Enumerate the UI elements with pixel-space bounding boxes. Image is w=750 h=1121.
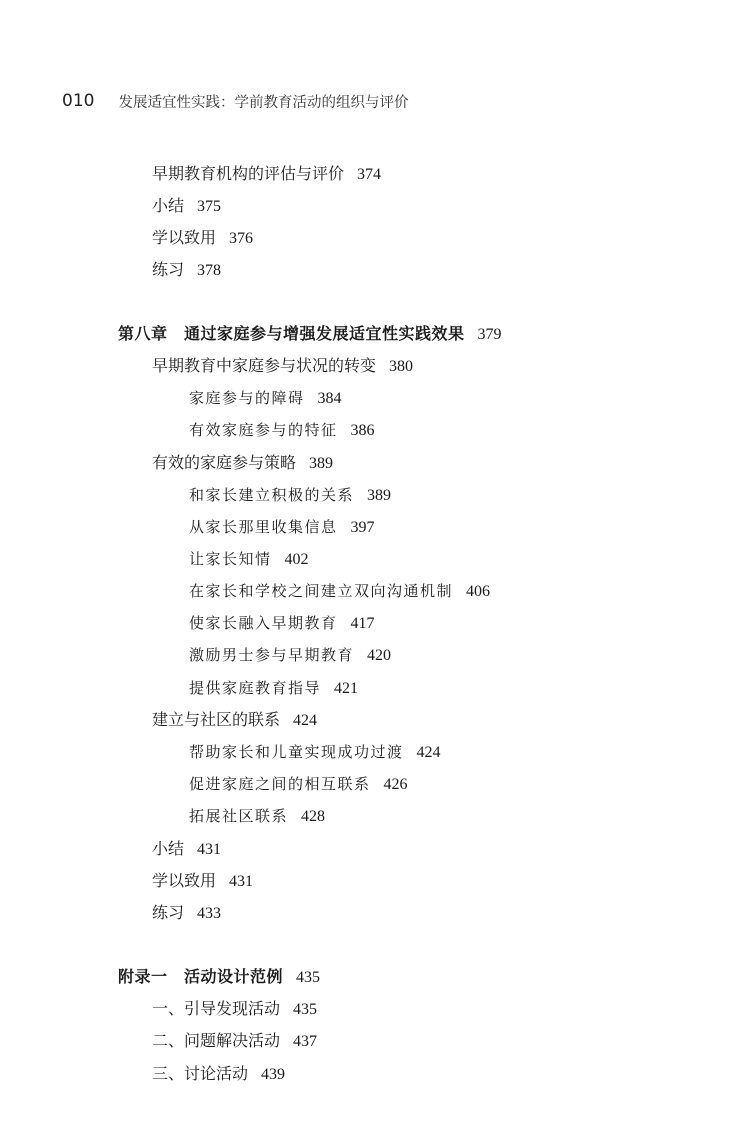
toc-entry-title: 小结 (152, 839, 185, 858)
toc-entry-page-number: 439 (261, 1066, 286, 1083)
toc-entry-page-number: 437 (293, 1033, 318, 1050)
toc-section-entry (152, 449, 333, 477)
toc-section-entry (152, 256, 221, 284)
toc-subsection-entry (189, 545, 309, 573)
toc-chapter-entry (118, 320, 502, 348)
toc-entry-title: 有效家庭参与的特征 (189, 421, 338, 439)
toc-entry-title: 拓展社区联系 (189, 807, 289, 825)
toc-entry-title: 让家长知情 (189, 550, 272, 568)
toc-entry-title: 早期教育机构的评估与评价 (152, 164, 345, 183)
toc-entry-page-number: 389 (367, 487, 392, 504)
toc-entry-page-number: 424 (416, 744, 441, 761)
toc-entry-title: 一、引导发现活动 (152, 999, 281, 1018)
toc-chapter-entry (118, 963, 320, 991)
toc-entry-page-number: 435 (296, 969, 321, 986)
toc-entry-title: 学以致用 (152, 871, 217, 890)
running-header (62, 89, 408, 113)
toc-entry-title: 在家长和学校之间建立双向沟通机制 (189, 582, 454, 600)
toc-section-entry (152, 192, 221, 220)
book-title: 发展适宜性实践：学前教育活动的组织与评价 (118, 94, 409, 111)
toc-section-entry (152, 1060, 285, 1088)
toc-entry-page-number: 376 (229, 230, 254, 247)
toc-entry-title: 练习 (152, 260, 185, 279)
toc-entry-page-number: 435 (293, 1001, 318, 1018)
toc-entry-page-number: 426 (383, 776, 408, 793)
toc-entry-page-number: 397 (350, 519, 375, 536)
toc-entry-page-number: 417 (350, 615, 375, 632)
toc-entry-title: 激励男士参与早期教育 (189, 646, 355, 664)
toc-entry-page-number: 428 (301, 808, 326, 825)
toc-entry-page-number: 384 (317, 390, 342, 407)
toc-entry-title: 附录一 活动设计范例 (118, 967, 284, 986)
toc-subsection-entry (189, 513, 375, 541)
toc-entry-page-number: 386 (350, 422, 375, 439)
toc-entry-title: 练习 (152, 903, 185, 922)
toc-entry-page-number: 406 (466, 583, 491, 600)
toc-subsection-entry (189, 674, 358, 702)
toc-entry-title: 从家长那里收集信息 (189, 518, 338, 536)
toc-subsection-entry (189, 577, 490, 605)
toc-entry-page-number: 431 (229, 873, 254, 890)
toc-entry-page-number: 402 (284, 551, 309, 568)
toc-entry-title: 家庭参与的障碍 (189, 389, 305, 407)
toc-section-entry (152, 706, 317, 734)
toc-entry-title: 促进家庭之间的相互联系 (189, 775, 371, 793)
toc-subsection-entry (189, 738, 441, 766)
toc-subsection-entry (189, 802, 325, 830)
toc-entry-title: 使家长融入早期教育 (189, 614, 338, 632)
toc-entry-page-number: 433 (197, 905, 222, 922)
toc-entry-title: 第八章 通过家庭参与增强发展适宜性实践效果 (118, 324, 465, 343)
toc-subsection-entry (189, 770, 408, 798)
toc-entry-page-number: 424 (293, 712, 318, 729)
toc-subsection-entry (189, 384, 342, 412)
toc-entry-title: 建立与社区的联系 (152, 710, 281, 729)
toc-entry-title: 和家长建立积极的关系 (189, 486, 355, 504)
toc-entry-page-number: 420 (367, 647, 392, 664)
toc-entry-title: 三、讨论活动 (152, 1064, 249, 1083)
toc-subsection-entry (189, 641, 391, 669)
toc-entry-page-number: 374 (357, 166, 382, 183)
toc-section-entry (152, 1027, 317, 1055)
toc-entry-page-number: 389 (309, 455, 334, 472)
toc-subsection-entry (189, 609, 375, 637)
toc-entry-title: 帮助家长和儿童实现成功过渡 (189, 743, 404, 761)
toc-entry-page-number: 421 (334, 680, 359, 697)
toc-subsection-entry (189, 416, 375, 444)
toc-entry-page-number: 375 (197, 198, 222, 215)
toc-entry-page-number: 431 (197, 841, 222, 858)
toc-entry-page-number: 380 (389, 358, 414, 375)
toc-entry-title: 提供家庭教育指导 (189, 679, 322, 697)
toc-section-entry (152, 224, 253, 252)
toc-section-entry (152, 867, 253, 895)
toc-section-entry (152, 835, 221, 863)
toc-section-entry (152, 352, 413, 380)
toc-section-entry (152, 995, 317, 1023)
toc-entry-title: 二、问题解决活动 (152, 1031, 281, 1050)
toc-subsection-entry (189, 481, 391, 509)
toc-entry-title: 学以致用 (152, 228, 217, 247)
toc-entry-title: 早期教育中家庭参与状况的转变 (152, 356, 377, 375)
toc-entry-title: 有效的家庭参与策略 (152, 453, 297, 472)
toc-section-entry (152, 899, 221, 927)
toc-entry-page-number: 379 (477, 326, 502, 343)
page-number: 010 (62, 91, 95, 111)
toc-entry-title: 小结 (152, 196, 185, 215)
toc-section-entry (152, 160, 381, 188)
toc-entry-page-number: 378 (197, 262, 222, 279)
